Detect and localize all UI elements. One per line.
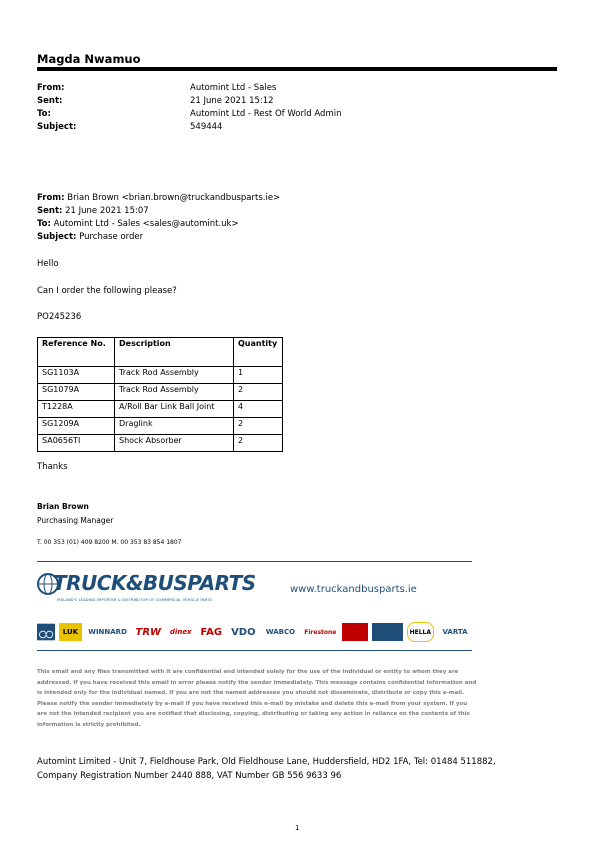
company-address: Automint Limited - Unit 7, Fieldhouse Park, Old Fieldhouse Lane, Huddersfield, HD2 1FA, Tel: 01484 511882, [37, 757, 496, 767]
forwarded-from: From: Brian Brown <brian.brown@truckandbusparts.ie> [37, 193, 281, 203]
brand-logo-strip [37, 620, 472, 644]
header-sent-label: Sent: [37, 96, 63, 106]
disclaimer-text: This email and any files transmitted with it are confidential and intended solely for the use of the individual or entity to whom they are addressed. If you have received this email in error please notify the sender immediately. This message contains confidential information and is intended only for the individual named. If you are not the named addressee you should not disseminate, distribute or copy this e-mail. Please notify the sender immediately by e-mail if you have received this e-mail by mistake and delete this e-mail from your system. If you are not the intended recipient you are notified that disclosing, copying, distributing or taking any action in reliance on the contents of this information is strictly prohibited. [37, 669, 477, 728]
forwarded-subject: Subject: Purchase order [37, 232, 144, 242]
table-cell-quantity: 2 [234, 435, 283, 452]
signature-role: Purchasing Manager [37, 516, 114, 525]
table-cell-quantity: 4 [234, 401, 283, 418]
signature-name: Brian Brown [37, 502, 89, 511]
brand-vdo: VDO [231, 626, 256, 638]
table-cell-quantity: 2 [234, 418, 283, 435]
brand-red-badge [342, 623, 368, 641]
brand-wabco: WABCO [265, 628, 296, 636]
page-number: 1 [295, 824, 300, 832]
table-cell-description: Track Rod Assembly [115, 367, 234, 384]
title-rule [37, 67, 557, 71]
header-to-label: To: [37, 109, 51, 119]
brand-fag: FAG [200, 626, 223, 638]
table-cell-description: A/Roll Bar Link Ball Joint [115, 401, 234, 418]
table-row [38, 367, 283, 384]
company-registration: Company Registration Number 2440 888, VAT Number GB 556 9633 96 [37, 771, 342, 781]
header-to-value: Automint Ltd - Rest Of World Admin [190, 109, 342, 119]
brand-winnard: WINNARD [88, 628, 127, 636]
cyclist-logo-icon [37, 622, 55, 642]
table-cell-description: Draglink [115, 418, 234, 435]
banner-bottom-rule [37, 650, 472, 651]
logo-wordmark: TRUCK&BUSPARTS [53, 571, 256, 595]
request-text: Can I order the following please? [37, 286, 177, 296]
table-header-reference: Reference No. [38, 338, 115, 367]
website-url: www.truckandbusparts.ie [290, 584, 417, 595]
thanks-text: Thanks [37, 462, 68, 472]
header-from-label: From: [37, 83, 65, 93]
table-cell-quantity: 1 [234, 367, 283, 384]
table-cell-reference: SG1079A [38, 384, 115, 401]
header-from-value: Automint Ltd - Sales [190, 83, 277, 93]
brand-varta: VARTA [442, 628, 468, 636]
table-header-quantity: Quantity [234, 338, 283, 367]
greeting: Hello [37, 259, 59, 269]
table-header-description: Description [115, 338, 234, 367]
brand-blue-badge [372, 623, 403, 641]
table-cell-reference: SG1209A [38, 418, 115, 435]
brand-dinex: dinex [169, 628, 192, 636]
order-table [37, 337, 283, 452]
forwarded-to: To: Automint Ltd - Sales <sales@automint.uk> [37, 219, 239, 229]
header-subject-value: 549444 [190, 122, 223, 132]
table-cell-description: Shock Absorber [115, 435, 234, 452]
brand-trw: TRW [135, 626, 162, 638]
header-subject-label: Subject: [37, 122, 77, 132]
table-cell-description: Track Rod Assembly [115, 384, 234, 401]
table-header-row [38, 338, 283, 367]
table-cell-quantity: 2 [234, 384, 283, 401]
logo-tagline: IRELAND'S LEADING IMPORTER & DISTRIBUTOR OF COMMERCIAL VEHICLE PARTS [57, 598, 213, 602]
banner-top-rule [37, 561, 472, 562]
sender-name: Magda Nwamuo [37, 52, 141, 66]
po-number: PO245236 [37, 312, 82, 322]
table-cell-reference: SA0656TI [38, 435, 115, 452]
table-row [38, 435, 283, 452]
table-row [38, 401, 283, 418]
table-row [38, 384, 283, 401]
table-cell-reference: SG1103A [38, 367, 115, 384]
brand-hella: HELLA [407, 622, 434, 642]
table-row [38, 418, 283, 435]
brand-luk: LUK [59, 623, 81, 641]
signature-phone: T. 00 353 (01) 409 8200 M. 00 353 83 854 1807 [37, 539, 182, 546]
header-sent-value: 21 June 2021 15:12 [190, 96, 274, 106]
forwarded-sent: Sent: 21 June 2021 15:07 [37, 206, 149, 216]
table-cell-reference: T1228A [38, 401, 115, 418]
brand-firestone: Firestone [304, 628, 337, 636]
truckandbusparts-logo [37, 569, 256, 607]
